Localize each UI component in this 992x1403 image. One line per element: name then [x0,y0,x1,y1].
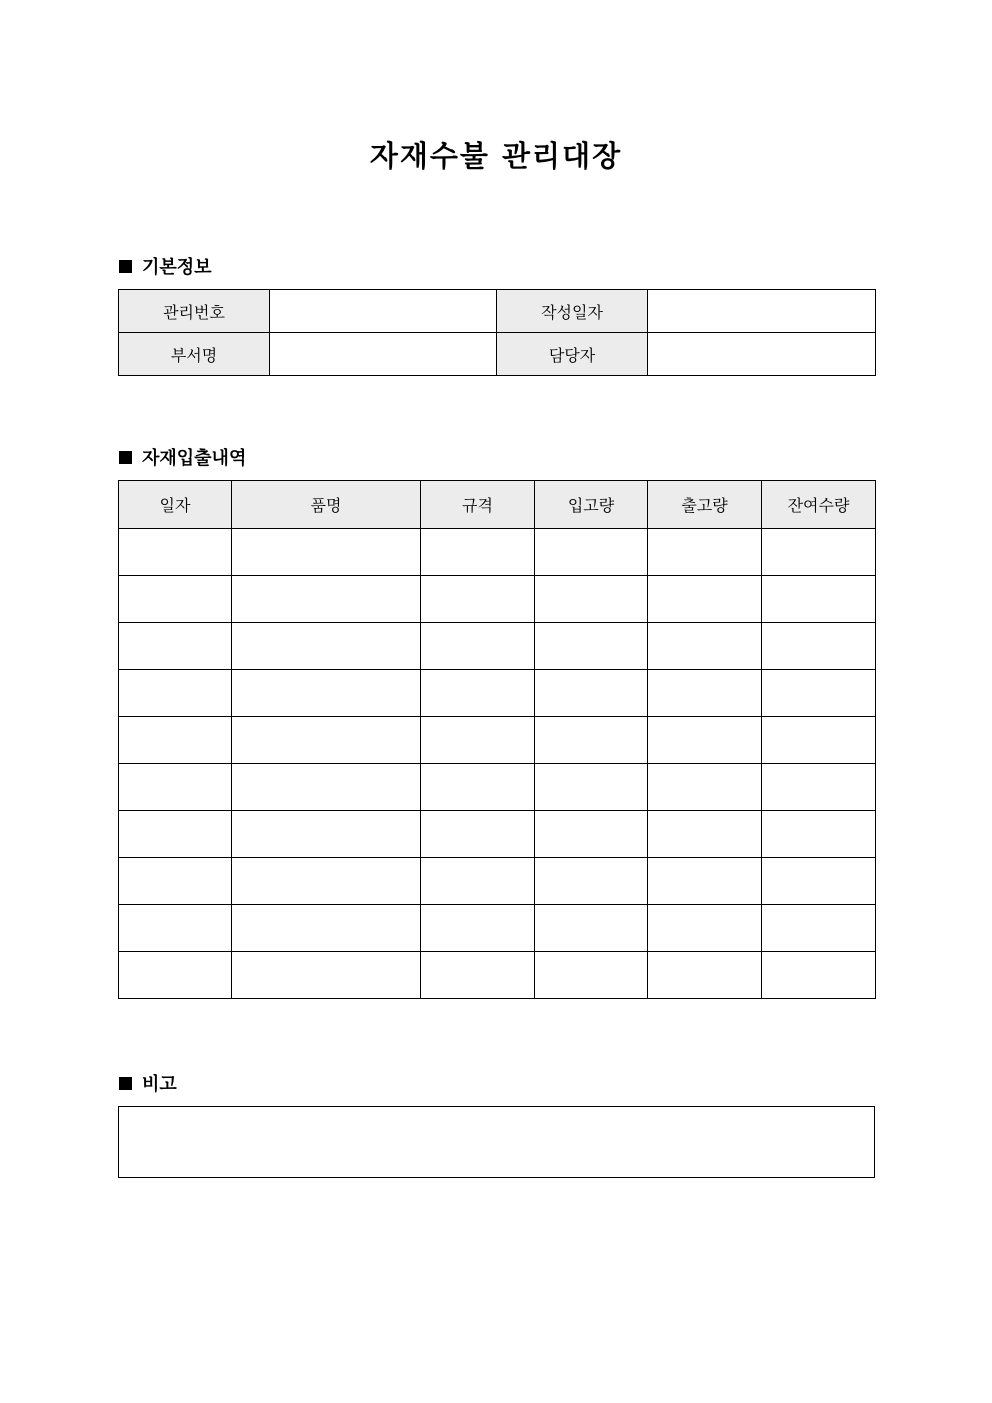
cell-received-qty[interactable] [535,529,648,576]
table-header-row [119,481,876,529]
cell-spec[interactable] [421,905,535,952]
column-header-remaining-qty: 잔여수량 [762,481,876,529]
cell-spec[interactable] [421,858,535,905]
table-row [119,670,876,717]
field-label-management-number: 관리번호 [119,290,270,333]
cell-date[interactable] [119,623,232,670]
cell-issued-qty[interactable] [648,529,762,576]
cell-spec[interactable] [421,576,535,623]
cell-remaining-qty[interactable] [762,576,876,623]
field-label-person-in-charge: 담당자 [497,333,648,376]
cell-date[interactable] [119,811,232,858]
cell-item-name[interactable] [232,623,421,670]
cell-issued-qty[interactable] [648,811,762,858]
cell-item-name[interactable] [232,905,421,952]
field-value-management-number[interactable] [270,290,497,333]
cell-spec[interactable] [421,529,535,576]
cell-date[interactable] [119,670,232,717]
field-value-department[interactable] [270,333,497,376]
cell-received-qty[interactable] [535,952,648,999]
cell-spec[interactable] [421,811,535,858]
cell-remaining-qty[interactable] [762,858,876,905]
table-row [119,717,876,764]
cell-date[interactable] [119,576,232,623]
cell-remaining-qty[interactable] [762,670,876,717]
remarks-heading-label: 비고 [142,1074,177,1095]
table-row [119,290,876,333]
cell-remaining-qty[interactable] [762,623,876,670]
table-row [119,529,876,576]
cell-remaining-qty[interactable] [762,905,876,952]
cell-issued-qty[interactable] [648,764,762,811]
cell-item-name[interactable] [232,811,421,858]
movement-heading-label: 자재입출내역 [142,448,247,469]
table-row [119,905,876,952]
column-header-date: 일자 [119,481,232,529]
cell-item-name[interactable] [232,670,421,717]
basic-info-table [118,289,876,376]
movement-heading [119,444,246,470]
cell-item-name[interactable] [232,717,421,764]
square-bullet-icon [119,451,132,464]
cell-item-name[interactable] [232,576,421,623]
cell-date[interactable] [119,717,232,764]
cell-date[interactable] [119,905,232,952]
field-label-date-written: 작성일자 [497,290,648,333]
cell-date[interactable] [119,529,232,576]
field-label-department: 부서명 [119,333,270,376]
table-row [119,764,876,811]
cell-received-qty[interactable] [535,764,648,811]
cell-received-qty[interactable] [535,811,648,858]
cell-issued-qty[interactable] [648,576,762,623]
cell-issued-qty[interactable] [648,670,762,717]
table-row [119,576,876,623]
cell-issued-qty[interactable] [648,623,762,670]
cell-received-qty[interactable] [535,576,648,623]
cell-item-name[interactable] [232,764,421,811]
remarks-heading [119,1070,177,1096]
cell-spec[interactable] [421,717,535,764]
movement-table [118,480,876,999]
document-title: 자재수불 관리대장 [369,139,623,173]
cell-date[interactable] [119,858,232,905]
cell-remaining-qty[interactable] [762,764,876,811]
column-header-issued-qty: 출고량 [648,481,762,529]
cell-item-name[interactable] [232,529,421,576]
cell-received-qty[interactable] [535,670,648,717]
basic-info-heading [119,253,212,279]
cell-spec[interactable] [421,670,535,717]
cell-spec[interactable] [421,764,535,811]
cell-item-name[interactable] [232,858,421,905]
field-value-person-in-charge[interactable] [648,333,876,376]
column-header-spec: 규격 [421,481,535,529]
cell-remaining-qty[interactable] [762,717,876,764]
cell-remaining-qty[interactable] [762,952,876,999]
field-value-date-written[interactable] [648,290,876,333]
table-row [119,858,876,905]
column-header-received-qty: 입고량 [535,481,648,529]
cell-item-name[interactable] [232,952,421,999]
basic-info-heading-label: 기본정보 [142,257,212,278]
column-header-item-name: 품명 [232,481,421,529]
square-bullet-icon [119,260,132,273]
cell-received-qty[interactable] [535,905,648,952]
cell-date[interactable] [119,952,232,999]
cell-received-qty[interactable] [535,717,648,764]
cell-spec[interactable] [421,952,535,999]
table-row [119,333,876,376]
cell-received-qty[interactable] [535,858,648,905]
table-row [119,623,876,670]
remarks-field[interactable] [118,1106,875,1178]
square-bullet-icon [119,1077,132,1090]
cell-issued-qty[interactable] [648,952,762,999]
cell-received-qty[interactable] [535,623,648,670]
cell-spec[interactable] [421,623,535,670]
cell-date[interactable] [119,764,232,811]
table-row [119,952,876,999]
cell-issued-qty[interactable] [648,717,762,764]
cell-issued-qty[interactable] [648,858,762,905]
cell-issued-qty[interactable] [648,905,762,952]
table-row [119,811,876,858]
cell-remaining-qty[interactable] [762,529,876,576]
movement-table-body [119,529,876,999]
cell-remaining-qty[interactable] [762,811,876,858]
